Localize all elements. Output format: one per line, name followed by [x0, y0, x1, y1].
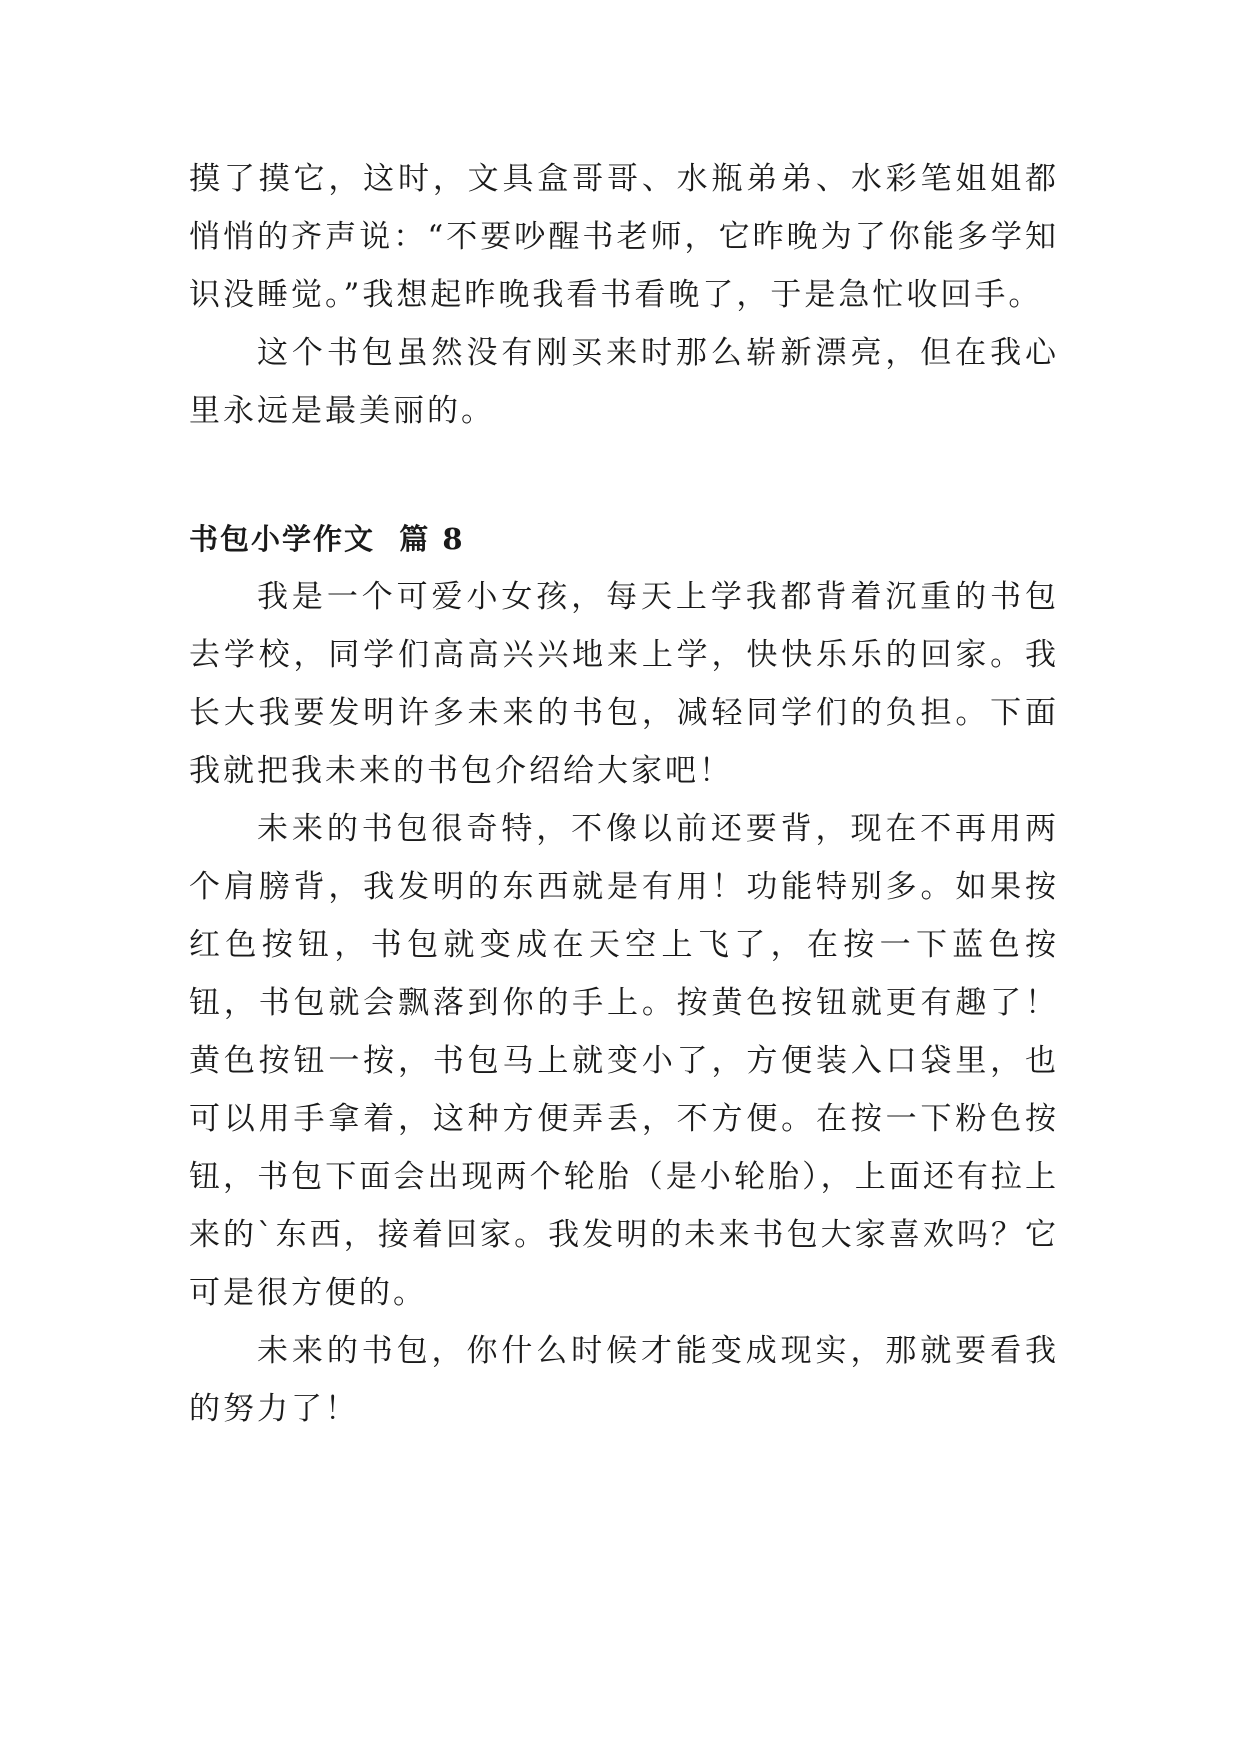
body-paragraph: 这个书包虽然没有刚买来时那么崭新漂亮，但在我心里永远是最美丽的。	[189, 335, 1059, 429]
body-paragraph: 摸了摸它，这时，文具盒哥哥、水瓶弟弟、水彩笔姐姐都悄悄的齐声说：“不要吵醒书老师，它昨晚为了你能多学知识没睡觉。”我想起昨晚我看书看晚了，于是急忙收回手。	[189, 161, 1059, 313]
section-heading	[189, 510, 1059, 568]
previous-section-ending	[189, 150, 1059, 440]
essay-section	[189, 510, 1059, 1438]
body-paragraph: 我是一个可爱小女孩，每天上学我都背着沉重的书包去学校，同学们高高兴兴地来上学，快快乐乐的回家。我长大我要发明许多未来的书包，减轻同学们的负担。下面我就把我未来的书包介绍给大家吧！	[189, 579, 1059, 789]
section-number: 篇 8	[399, 522, 465, 556]
section-title: 书包小学作文	[189, 522, 376, 556]
body-paragraph: 未来的书包很奇特，不像以前还要背，现在不再用两个肩膀背，我发明的东西就是有用！功能特别多。如果按红色按钮，书包就变成在天空上飞了，在按一下蓝色按钮，书包就会飘落到你的手上。按黄色按钮就更有趣了！黄色按钮一按，书包马上就变小了，方便装入口袋里，也可以用手拿着，这种方便弄丢，不方便。在按一下粉色按钮，书包下面会出现两个轮胎（是小轮胎），上面还有拉上来的`东西，接着回家。我发明的未来书包大家喜欢吗？它可是很方便的。	[189, 811, 1059, 1311]
body-paragraph: 未来的书包，你什么时候才能变成现实，那就要看我的努力了！	[189, 1333, 1059, 1427]
